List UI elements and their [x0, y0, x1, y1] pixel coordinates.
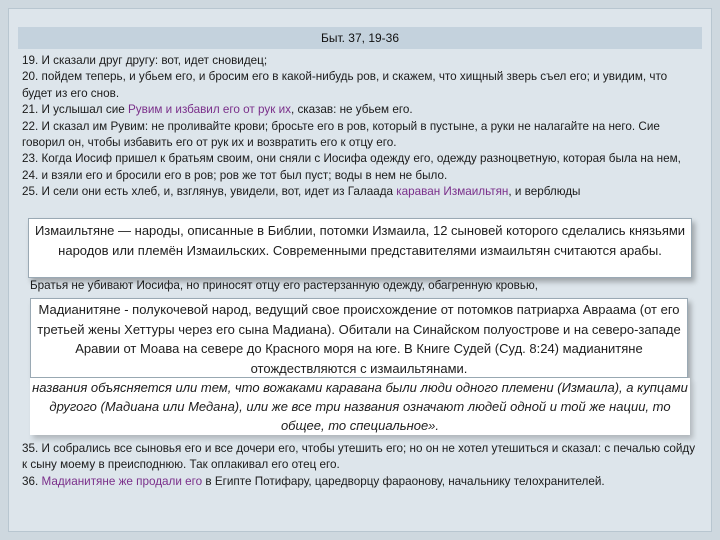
- verse-36: 36. Мадианитяне же продали его в Египте Потифару, царедворцу фараонову, начальнику телохранителей.: [22, 474, 605, 488]
- highlight-reuben: Рувим и избавил его от рук их: [127, 103, 291, 117]
- verse-tail: [22, 441, 698, 490]
- partially-hidden-line: Братья не убивают Иосифа, но приносят отцу его растерзанную одежду, обагренную кровью,: [22, 278, 698, 296]
- verse-21: 21. И услышал сие Рувим и избавил его от рук их, сказав: не убьем его.: [22, 103, 413, 117]
- quote-block: названия объясняется или тем, что вожаками каравана были люди одного племени (Измаила), а купцами другого (Мадиана или Медана), или же все три названия означают людей одной и той же нации, то общее, то специальное».: [30, 378, 690, 435]
- verse-22: 22. И сказал им Рувим: не проливайте крови; бросьте его в ров, который в пустыне, а руки не налагайте на него. Сие говорил он, чтобы избавить его от рук их и возвратить его к отцу его.: [22, 119, 660, 150]
- verse-35: 35. И собрались все сыновья его и все дочери его, чтобы утешить его; но он не хотел утешиться и сказал: с печалью сойду к сыну моему в преисподнюю. Так оплакивал его отец его.: [22, 442, 696, 472]
- verse-20: 20. пойдем теперь, и убьем его, и бросим его в какой-нибудь ров, и скажем, что хищный зверь съел его; и увидим, что будет из его снов.: [22, 70, 668, 100]
- verse-list: [22, 53, 698, 201]
- verse-23: 23. Когда Иосиф пришел к братьям своим, они сняли с Иосифа одежду его, одежду разноцветную, которая была на нем,: [22, 152, 681, 166]
- verse-24: 24. и взяли его и бросили его в ров; ров же тот был пуст; воды в нем не было.: [22, 168, 448, 182]
- highlight-midianites: Мадианитяне же продали его: [41, 474, 203, 488]
- highlight-caravan: караван Измаильтян: [396, 185, 509, 199]
- callout-midianites: Мадианитяне - полукочевой народ, ведущий свое происхождение от потомков патриарха Авраама (от его третьей жены Хеттуры через его сына Мадиана). Обитали на Синайском полуострове и на северо-западе Аравии от Моава на севере до Красного моря на юге. В Книге Судей (Суд. 8:24) мадианитяне отождествляются с измаильтянами.: [30, 298, 688, 378]
- verse-25: 25. И сели они есть хлеб, и, взглянув, увидели, вот, идет из Галаада караван Измаильтян, и верблюды: [22, 185, 581, 199]
- callout-ishmaelites: Измаильтяне — народы, описанные в Библии, потомки Измаила, 12 сыновей которого сделались князьями народов или племён Измаильских. Современными представителями измаильтян считаются арабы.: [28, 218, 692, 278]
- page-title: Быт. 37, 19-36: [18, 27, 702, 49]
- verse-19: 19. И сказали друг другу: вот, идет сновидец;: [22, 54, 268, 67]
